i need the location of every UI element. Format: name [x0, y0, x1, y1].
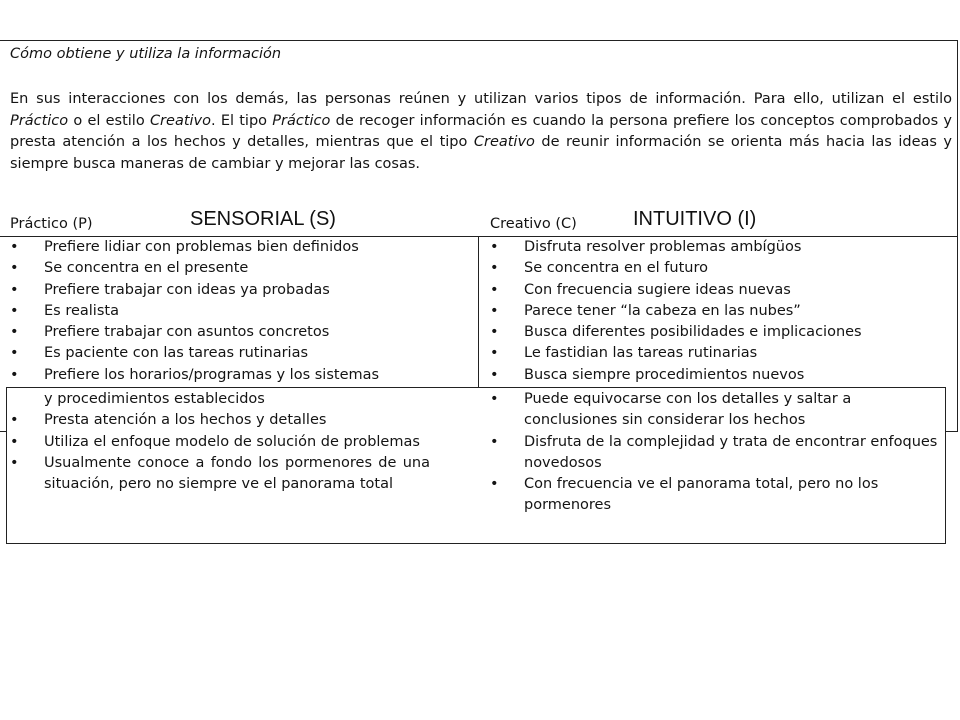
creativo-list-continued: [490, 389, 940, 517]
intro-paragraph: [10, 89, 952, 175]
list-item: • Con frecuencia sugiere ideas nuevas: [490, 280, 950, 301]
list-item-continuation: y procedimientos establecidos: [44, 391, 265, 407]
bullet-icon: •: [10, 433, 19, 450]
list-item: • Le fastidian las tareas rutinarias: [490, 343, 950, 364]
list-item: • Prefiere lidiar con problemas bien definidos: [10, 237, 470, 258]
paragraph-text: o el estilo: [68, 112, 150, 129]
paragraph-text: . El tipo: [211, 112, 273, 129]
bullet-icon: •: [490, 345, 499, 362]
paragraph-text: de recoger información es cuando la persona prefiere los conceptos comprobados y presta atención a los hechos y detalles, mientras que el tipo: [10, 112, 953, 150]
list-item: • Disfruta de la complejidad y trata de encontrar enfoques novedosos: [490, 433, 938, 471]
bullet-icon: •: [10, 324, 19, 341]
list-item: • Se concentra en el futuro: [490, 258, 950, 279]
style-creativo: Creativo: [149, 112, 211, 129]
list-item: • Prefiere los horarios/programas y los sistemas: [10, 365, 470, 386]
bullet-icon: •: [10, 454, 19, 471]
column-header-creativo: Creativo (C): [490, 216, 577, 232]
paragraph-text: En sus interacciones con los demás, las personas reúnen y utilizan varios tipos de información. Para ello, utilizan el estilo: [10, 91, 952, 107]
bullet-icon: •: [490, 324, 499, 341]
bullet-icon: •: [490, 302, 499, 319]
list-item: • Presta atención a los hechos y detalles: [10, 410, 430, 431]
list-item: • Parece tener “la cabeza en las nubes”: [490, 301, 950, 322]
paragraph-text: de reunir información se orienta más hacia las ideas y siempre busca maneras de cambiar y mejorar las cosas.: [10, 134, 953, 172]
section-title: Cómo obtiene y utiliza la información: [10, 46, 282, 62]
bullet-icon: •: [10, 260, 19, 277]
bullet-icon: •: [490, 476, 499, 493]
bullet-icon: •: [10, 345, 19, 362]
list-item: • Disfruta resolver problemas ambígüos: [490, 237, 950, 258]
practico-list: [10, 237, 470, 386]
column-header-practico: Práctico (P): [10, 216, 93, 232]
bullet-icon: •: [490, 281, 499, 298]
list-item: • Es paciente con las tareas rutinarias: [10, 343, 470, 364]
list-item: • Es realista: [10, 301, 470, 322]
style-practico: Práctico: [272, 112, 331, 129]
list-item: • Prefiere trabajar con ideas ya probadas: [10, 280, 470, 301]
bullet-icon: •: [10, 366, 19, 383]
bullet-icon: •: [10, 281, 19, 298]
bullet-icon: •: [490, 239, 499, 255]
list-item: • Busca siempre procedimientos nuevos: [490, 365, 950, 386]
list-item: • Usualmente conoce a fondo los pormenores de una situación, pero no siempre ve el panorama total: [10, 454, 430, 493]
sensorial-label: SENSORIAL (S): [190, 208, 336, 230]
practico-list-continued: [10, 389, 430, 495]
bullet-icon: •: [10, 302, 19, 319]
creativo-list: [490, 237, 950, 386]
bullet-icon: •: [490, 391, 499, 407]
list-item: • Se concentra en el presente: [10, 258, 470, 279]
list-item: • Utiliza el enfoque modelo de solución de problemas: [10, 432, 430, 453]
intuitivo-label: INTUITIVO (I): [633, 208, 757, 230]
bullet-icon: •: [10, 412, 19, 429]
style-practico: Práctico: [10, 112, 69, 129]
list-item: • Con frecuencia ve el panorama total, pero no los pormenores: [490, 476, 879, 514]
style-creativo: Creativo: [473, 134, 535, 150]
bullet-icon: •: [490, 366, 499, 383]
list-item: • Puede equivocarse con los detalles y saltar a conclusiones sin considerar los hechos: [490, 391, 852, 429]
bullet-icon: •: [490, 260, 499, 277]
bullet-icon: •: [490, 433, 499, 450]
bullet-icon: •: [10, 239, 19, 255]
list-item: • Busca diferentes posibilidades e implicaciones: [490, 322, 950, 343]
list-item: • Prefiere trabajar con asuntos concretos: [10, 322, 470, 343]
